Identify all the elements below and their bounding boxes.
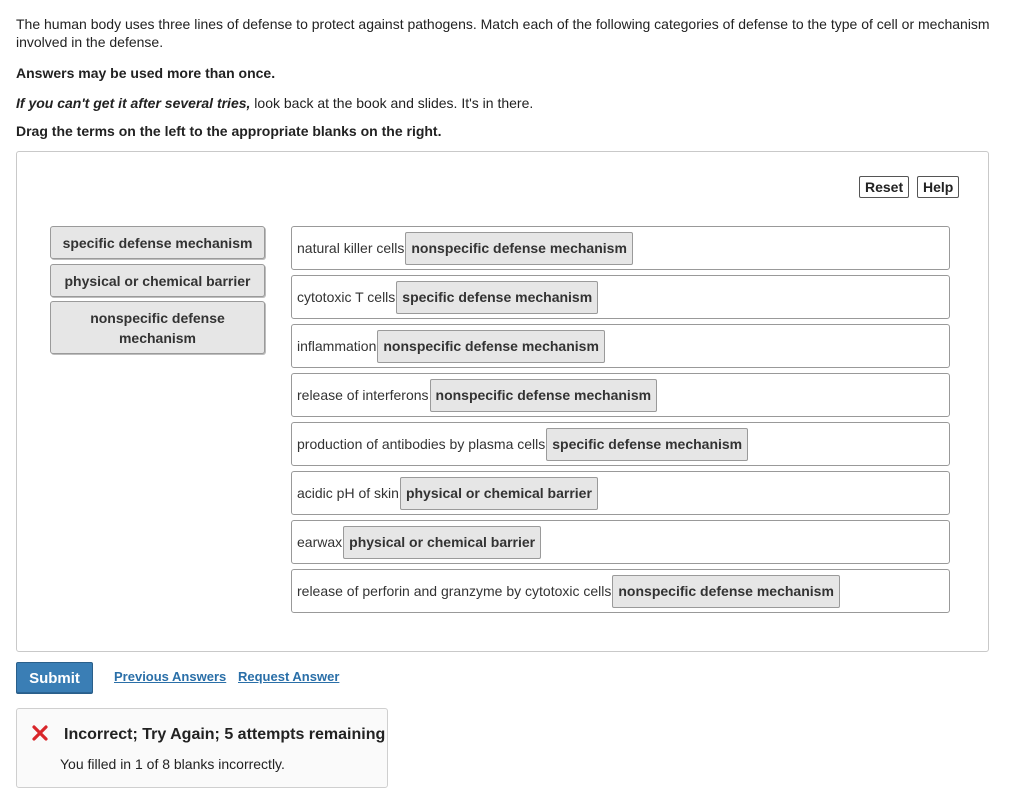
drop-answer[interactable]: nonspecific defense mechanism <box>430 379 658 412</box>
x-mark-icon <box>32 725 48 741</box>
hint-bold: If you can't get it after several tries, <box>16 95 251 111</box>
feedback-title: Incorrect; Try Again; 5 attempts remaining <box>64 726 386 743</box>
feedback-panel <box>16 708 388 788</box>
target-row <box>291 569 950 613</box>
row-label: release of interferons <box>297 387 429 403</box>
hint-text <box>16 94 533 112</box>
drop-answer[interactable]: specific defense mechanism <box>546 428 748 461</box>
row-label: inflammation <box>297 338 377 354</box>
row-label: earwax <box>297 534 343 550</box>
question-intro: The human body uses three lines of defense to protect against pathogens. Match each of the following categories of defense to the type of cell or mechanism involved in the defense. <box>16 16 990 50</box>
term-specific-defense[interactable]: specific defense mechanism <box>50 226 265 259</box>
answers-note: Answers may be used more than once. <box>16 65 276 81</box>
target-row <box>291 373 950 417</box>
drop-answer[interactable]: specific defense mechanism <box>396 281 598 314</box>
row-label: production of antibodies by plasma cells <box>297 436 546 452</box>
row-label: natural killer cells <box>297 240 405 256</box>
target-list <box>291 226 950 618</box>
drop-answer[interactable]: physical or chemical barrier <box>400 477 598 510</box>
target-row <box>291 422 950 466</box>
drop-answer[interactable]: nonspecific defense mechanism <box>377 330 605 363</box>
drop-answer[interactable]: nonspecific defense mechanism <box>612 575 840 608</box>
feedback-message: You filled in 1 of 8 blanks incorrectly. <box>60 756 285 772</box>
target-row <box>291 324 950 368</box>
previous-answers-link[interactable]: Previous Answers <box>114 669 227 684</box>
term-nonspecific-defense[interactable]: nonspecific defense mechanism <box>50 301 265 354</box>
reset-button[interactable]: Reset <box>859 176 909 198</box>
row-label: cytotoxic T cells <box>297 289 396 305</box>
target-row <box>291 275 950 319</box>
drop-answer[interactable]: nonspecific defense mechanism <box>405 232 633 265</box>
request-answer-link[interactable]: Request Answer <box>238 669 340 684</box>
target-row <box>291 520 950 564</box>
drag-instruction: Drag the terms on the left to the appropriate blanks on the right. <box>16 123 442 139</box>
hint-rest: look back at the book and slides. It's in there. <box>250 95 534 111</box>
submit-button[interactable]: Submit <box>16 662 93 694</box>
row-label: release of perforin and granzyme by cytotoxic cells <box>297 583 612 599</box>
drag-drop-area <box>16 151 989 652</box>
help-button[interactable]: Help <box>917 176 959 198</box>
target-row <box>291 226 950 270</box>
drop-answer[interactable]: physical or chemical barrier <box>343 526 541 559</box>
target-row <box>291 471 950 515</box>
term-physical-chemical-barrier[interactable]: physical or chemical barrier <box>50 264 265 297</box>
row-label: acidic pH of skin <box>297 485 399 501</box>
